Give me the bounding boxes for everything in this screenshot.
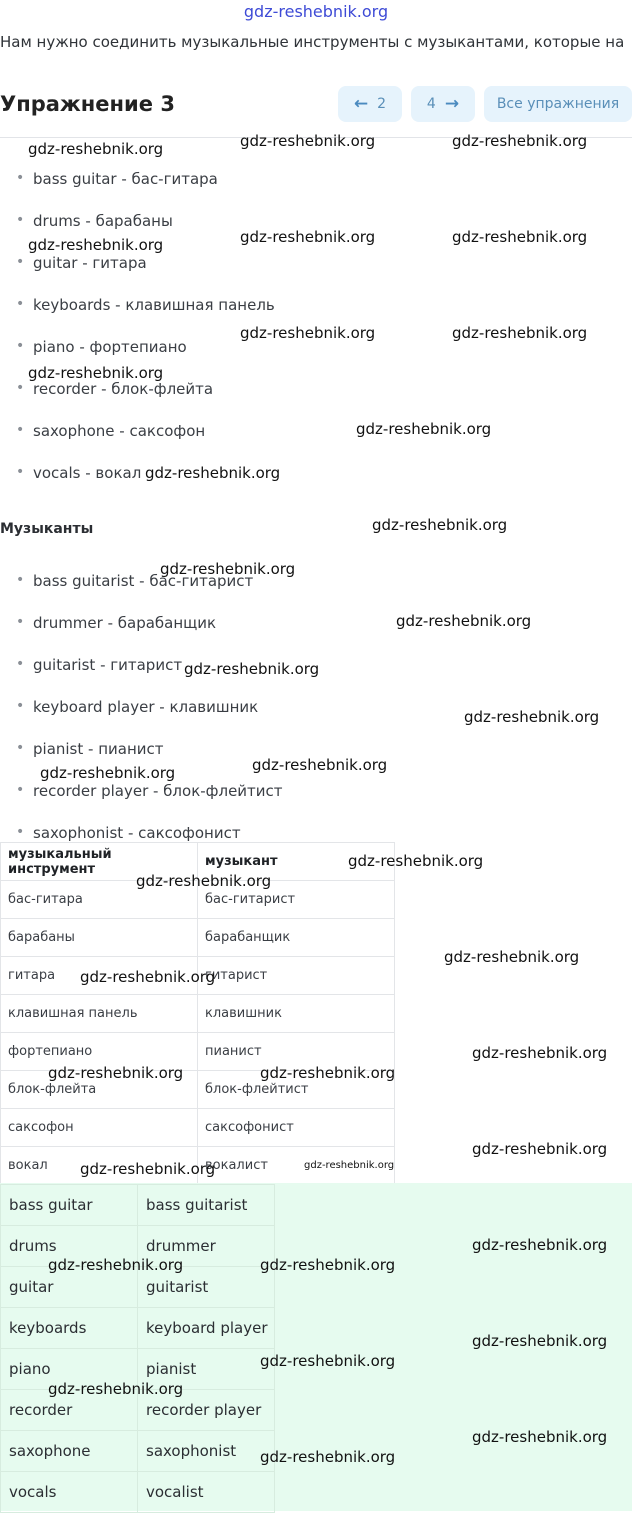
table-cell: гитара bbox=[1, 957, 198, 995]
all-exercises-button[interactable] bbox=[484, 86, 632, 122]
watermark: gdz-reshebnik.org bbox=[260, 1448, 396, 1466]
watermark: gdz-reshebnik.org bbox=[48, 1380, 184, 1398]
header-divider bbox=[0, 137, 632, 138]
watermark: gdz-reshebnik.org bbox=[252, 756, 388, 774]
table-row bbox=[1, 1267, 275, 1308]
table-cell: pianist bbox=[138, 1349, 275, 1390]
prev-exercise-button[interactable] bbox=[338, 86, 402, 122]
watermark: gdz-reshebnik.org bbox=[396, 612, 532, 630]
watermark: gdz-reshebnik.org bbox=[160, 560, 296, 578]
bullet-icon: • bbox=[16, 464, 25, 480]
table-row bbox=[1, 1431, 275, 1472]
watermark: gdz-reshebnik.org bbox=[136, 872, 272, 890]
watermark: gdz-reshebnik.org bbox=[240, 324, 376, 342]
watermark: gdz-reshebnik.org bbox=[48, 1064, 184, 1082]
table-row bbox=[1, 1109, 395, 1147]
watermark: gdz-reshebnik.org bbox=[145, 464, 281, 482]
bullet-icon: • bbox=[16, 338, 25, 354]
watermark: gdz-reshebnik.org bbox=[80, 1160, 216, 1178]
column-header: музыкальный инструмент bbox=[1, 843, 198, 881]
watermark: gdz-reshebnik.org bbox=[452, 324, 588, 342]
watermark: gdz-reshebnik.org bbox=[240, 132, 376, 150]
table-cell: keyboard player bbox=[138, 1308, 275, 1349]
bullet-icon: • bbox=[16, 296, 25, 312]
bullet-icon: • bbox=[16, 422, 25, 438]
table-cell: блок-флейта bbox=[1, 1071, 198, 1109]
table-row bbox=[1, 1185, 275, 1226]
english-answer-table bbox=[0, 1184, 275, 1513]
table-cell: vocals bbox=[1, 1472, 138, 1513]
next-exercise-label: 4 bbox=[426, 96, 436, 112]
table-cell: recorder player bbox=[138, 1390, 275, 1431]
arrow-right-icon: → bbox=[444, 94, 460, 114]
table-cell: drums bbox=[1, 1226, 138, 1267]
musicians-heading: Музыканты bbox=[0, 521, 94, 537]
table-cell: вокалист bbox=[198, 1147, 395, 1185]
bullet-icon: • bbox=[16, 170, 25, 186]
watermark: gdz-reshebnik.org bbox=[452, 228, 588, 246]
watermark: gdz-reshebnik.org bbox=[260, 1256, 396, 1274]
table-cell: саксофонист bbox=[198, 1109, 395, 1147]
watermark: gdz-reshebnik.org bbox=[464, 708, 600, 726]
table-cell: guitar bbox=[1, 1267, 138, 1308]
bullet-icon: • bbox=[16, 824, 25, 840]
table-cell: вокал bbox=[1, 1147, 198, 1185]
watermark: gdz-reshebnik.org bbox=[348, 852, 484, 870]
bullet-icon: • bbox=[16, 380, 25, 396]
table-cell: guitarist bbox=[138, 1267, 275, 1308]
table-cell: пианист bbox=[198, 1033, 395, 1071]
table-cell: bass guitarist bbox=[138, 1185, 275, 1226]
table-cell: барабанщик bbox=[198, 919, 395, 957]
table-cell: фортепиано bbox=[1, 1033, 198, 1071]
watermark: gdz-reshebnik.org bbox=[472, 1044, 608, 1062]
table-cell: vocalist bbox=[138, 1472, 275, 1513]
bullet-icon: • bbox=[16, 740, 25, 756]
table-cell: keyboards bbox=[1, 1308, 138, 1349]
watermark: gdz-reshebnik.org bbox=[260, 1352, 396, 1370]
bullet-icon: • bbox=[16, 614, 25, 630]
exercise-title: Упражнение 3 bbox=[0, 92, 175, 116]
table-row bbox=[1, 1349, 275, 1390]
watermark: gdz-reshebnik.org bbox=[28, 236, 164, 254]
watermark: gdz-reshebnik.org bbox=[472, 1428, 608, 1446]
watermark: gdz-reshebnik.org bbox=[48, 1256, 184, 1274]
bullet-icon: • bbox=[16, 212, 25, 228]
table-cell: клавишник bbox=[198, 995, 395, 1033]
table-cell: recorder bbox=[1, 1390, 138, 1431]
table-cell: саксофон bbox=[1, 1109, 198, 1147]
table-row bbox=[1, 957, 395, 995]
table-cell: бас-гитарист bbox=[198, 881, 395, 919]
watermark: gdz-reshebnik.org bbox=[40, 764, 176, 782]
watermark: gdz-reshebnik.org bbox=[28, 364, 164, 382]
watermark: gdz-reshebnik.org bbox=[240, 228, 376, 246]
bullet-icon: • bbox=[16, 782, 25, 798]
table-cell: блок-флейтист bbox=[198, 1071, 395, 1109]
arrow-left-icon: ← bbox=[353, 94, 369, 114]
next-exercise-button[interactable] bbox=[411, 86, 475, 122]
table-cell: bass guitar bbox=[1, 1185, 138, 1226]
table-row bbox=[1, 1390, 275, 1431]
watermark: gdz-reshebnik.org bbox=[184, 660, 320, 678]
bullet-icon: • bbox=[16, 254, 25, 270]
watermark: gdz-reshebnik.org bbox=[356, 420, 492, 438]
all-exercises-label: Все упражнения bbox=[496, 96, 620, 112]
watermark: gdz-reshebnik.org bbox=[472, 1140, 608, 1158]
table-row bbox=[1, 881, 395, 919]
table-cell: гитарист bbox=[198, 957, 395, 995]
watermark: gdz-reshebnik.org bbox=[472, 1236, 608, 1254]
watermark: gdz-reshebnik.org bbox=[260, 1064, 396, 1082]
watermark: gdz-reshebnik.org bbox=[372, 516, 508, 534]
intro-text: Нам нужно соединить музыкальные инструменты с музыкантами, которые на bbox=[0, 33, 625, 51]
table-cell: saxophone bbox=[1, 1431, 138, 1472]
table-row bbox=[1, 995, 395, 1033]
table-cell: барабаны bbox=[1, 919, 198, 957]
bullet-icon: • bbox=[16, 698, 25, 714]
table-cell: бас-гитара bbox=[1, 881, 198, 919]
watermark: gdz-reshebnik.org bbox=[444, 948, 580, 966]
watermark: gdz-reshebnik.org bbox=[80, 968, 216, 986]
column-header: музыкант bbox=[198, 843, 395, 881]
russian-answer-table bbox=[0, 842, 395, 1185]
table-cell: piano bbox=[1, 1349, 138, 1390]
table-cell: saxophonist bbox=[138, 1431, 275, 1472]
prev-exercise-label: 2 bbox=[377, 96, 387, 112]
table-row bbox=[1, 1147, 395, 1185]
watermark: gdz-reshebnik.org bbox=[304, 1160, 395, 1171]
table-row bbox=[1, 1033, 395, 1071]
table-row bbox=[1, 919, 395, 957]
table-row bbox=[1, 1226, 275, 1267]
bullet-icon: • bbox=[16, 656, 25, 672]
table-row bbox=[1, 1472, 275, 1513]
table-cell: клавишная панель bbox=[1, 995, 198, 1033]
site-logo[interactable]: gdz-reshebnik.org bbox=[243, 2, 389, 21]
watermark: gdz-reshebnik.org bbox=[452, 132, 588, 150]
watermark: gdz-reshebnik.org bbox=[28, 140, 164, 158]
table-row bbox=[1, 1071, 395, 1109]
watermark: gdz-reshebnik.org bbox=[472, 1332, 608, 1350]
bullet-icon: • bbox=[16, 572, 25, 588]
table-row bbox=[1, 1308, 275, 1349]
table-cell: drummer bbox=[138, 1226, 275, 1267]
table-header-row bbox=[1, 843, 395, 881]
